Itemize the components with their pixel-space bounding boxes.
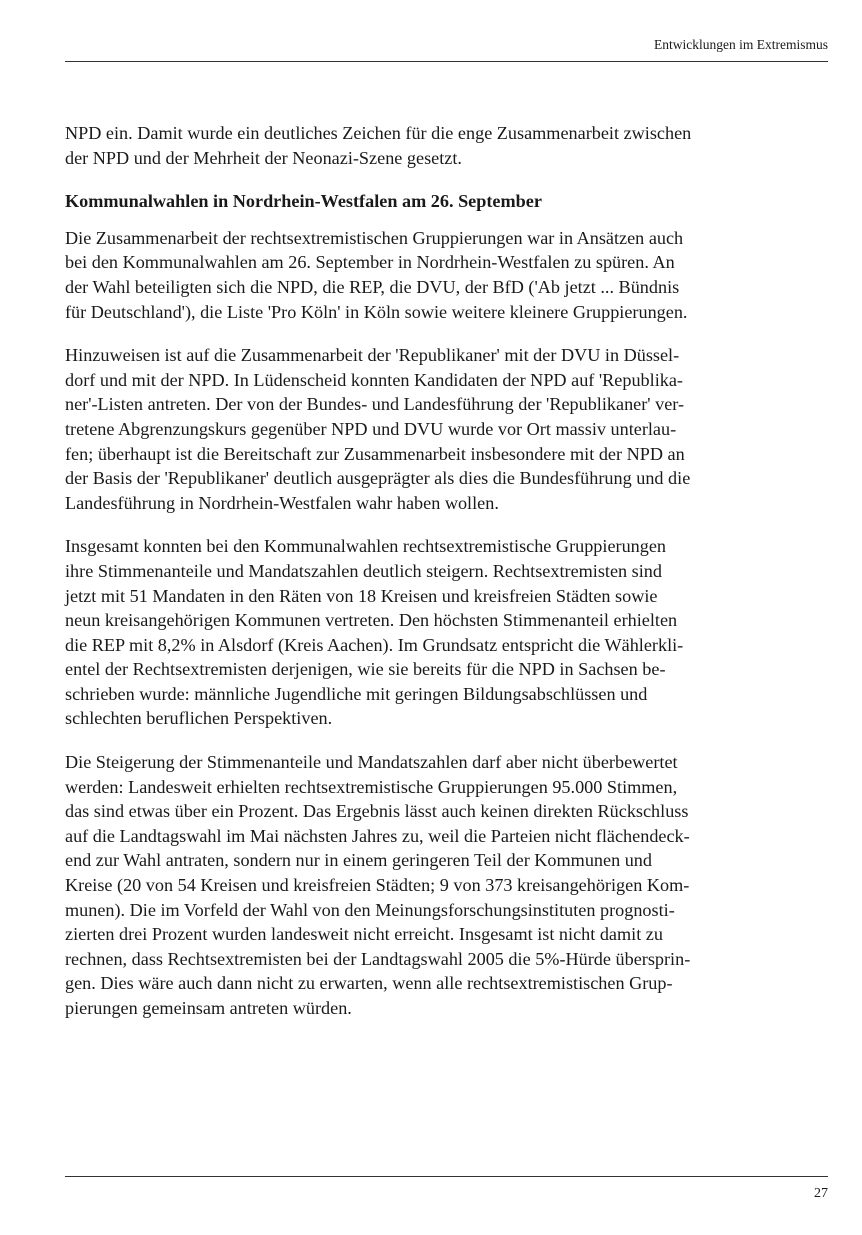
paragraph-3 [65, 343, 780, 515]
text-line: Insgesamt konnten bei den Kommunalwahlen rechtsextremistische Gruppierungen [65, 536, 667, 557]
text-line: schrieben wurde: männliche Jugendliche mit geringen Bildungsabschlüssen und [65, 683, 648, 704]
text-line: der NPD und der Mehrheit der Neonazi-Szene gesetzt. [65, 147, 462, 168]
text-line: end zur Wahl antraten, sondern nur in einem geringeren Teil der Kommunen und [65, 850, 652, 871]
text-line: die REP mit 8,2% in Alsdorf (Kreis Aachen). Im Grundsatz entspricht die Wählerkli- [65, 634, 684, 655]
text-line: Hinzuweisen ist auf die Zusammenarbeit der 'Republikaner' mit der DVU in Düssel- [65, 345, 680, 366]
text-line: munen). Die im Vorfeld der Wahl von den Meinungsforschungsinstituten prognosti- [65, 899, 675, 920]
text-line: Kreise (20 von 54 Kreisen und kreisfreien Städten; 9 von 373 kreisangehörigen Kom- [65, 875, 690, 896]
text-line: Die Steigerung der Stimmenanteile und Mandatszahlen darf aber nicht überbewertet [65, 752, 678, 773]
text-line: pierungen gemeinsam antreten würden. [65, 998, 352, 1018]
paragraph-5 [65, 750, 780, 1021]
text-line: rechnen, dass Rechtsextremisten bei der Landtagswahl 2005 die 5%-Hürde übersprin- [65, 948, 691, 969]
text-line: bei den Kommunalwahlen am 26. September in Nordrhein-Westfalen zu spüren. An [65, 252, 675, 273]
footer-rule [65, 1176, 828, 1177]
text-line: tretene Abgrenzungskurs gegenüber NPD und DVU wurde vor Ort massiv unterlau- [65, 418, 677, 439]
text-line: der Basis der 'Republikaner' deutlich ausgeprägter als dies die Bundesführung und die [65, 468, 691, 489]
text-line: der Wahl beteiligten sich die NPD, die REP, die DVU, der BfD ('Ab jetzt ... Bündnis [65, 276, 680, 297]
page-number: 27 [814, 1186, 828, 1201]
page-body [65, 121, 780, 1040]
text-line: fen; überhaupt ist die Bereitschaft zur Zusammenarbeit insbesondere mit der NPD an [65, 443, 685, 464]
header-rule [65, 61, 828, 62]
paragraph-4 [65, 534, 780, 731]
text-line: entel der Rechtsextremisten derjenigen, wie sie bereits für die NPD in Sachsen be- [65, 659, 666, 680]
text-line: Landesführung in Nordrhein-Westfalen wahr haben wollen. [65, 492, 499, 513]
text-line: ner'-Listen antreten. Der von der Bundes- und Landesführung der 'Republikaner' ver- [65, 394, 685, 415]
text-line: das sind etwas über ein Prozent. Das Ergebnis lässt auch keinen direkten Rückschluss [65, 801, 689, 822]
running-header: Entwicklungen im Extremismus [654, 37, 828, 52]
text-line: dorf und mit der NPD. In Lüdenscheid konnten Kandidaten der NPD auf 'Republika- [65, 369, 683, 390]
text-line: jetzt mit 51 Mandaten in den Räten von 18 Kreisen und kreisfreien Städten sowie [65, 585, 658, 606]
text-line: auf die Landtagswahl im Mai nächsten Jahres zu, weil die Parteien nicht flächendeck- [65, 825, 690, 846]
paragraph-1 [65, 121, 780, 170]
text-line: werden: Landesweit erhielten rechtsextremistische Gruppierungen 95.000 Stimmen, [65, 776, 678, 797]
text-line: NPD ein. Damit wurde ein deutliches Zeichen für die enge Zusammenarbeit zwischen [65, 123, 692, 143]
text-line: Die Zusammenarbeit der rechtsextremistischen Gruppierungen war in Ansätzen auch [65, 227, 684, 248]
section-heading: Kommunalwahlen in Nordrhein-Westfalen am 26. September [65, 191, 542, 212]
text-line: gen. Dies wäre auch dann nicht zu erwarten, wenn alle rechtsextremistischen Grup- [65, 973, 673, 994]
text-line: neun kreisangehörigen Kommunen vertreten. Den höchsten Stimmenanteil erhielten [65, 610, 678, 631]
text-line: ihre Stimmenanteile und Mandatszahlen deutlich steigern. Rechtsextremisten sind [65, 560, 662, 581]
text-line: zierten drei Prozent wurden landesweit nicht erreicht. Insgesamt ist nicht damit zu [65, 924, 663, 945]
paragraph-2 [65, 226, 780, 324]
text-line: schlechten beruflichen Perspektiven. [65, 708, 333, 729]
text-line: für Deutschland'), die Liste 'Pro Köln' in Köln sowie weitere kleinere Gruppierungen. [65, 301, 688, 322]
